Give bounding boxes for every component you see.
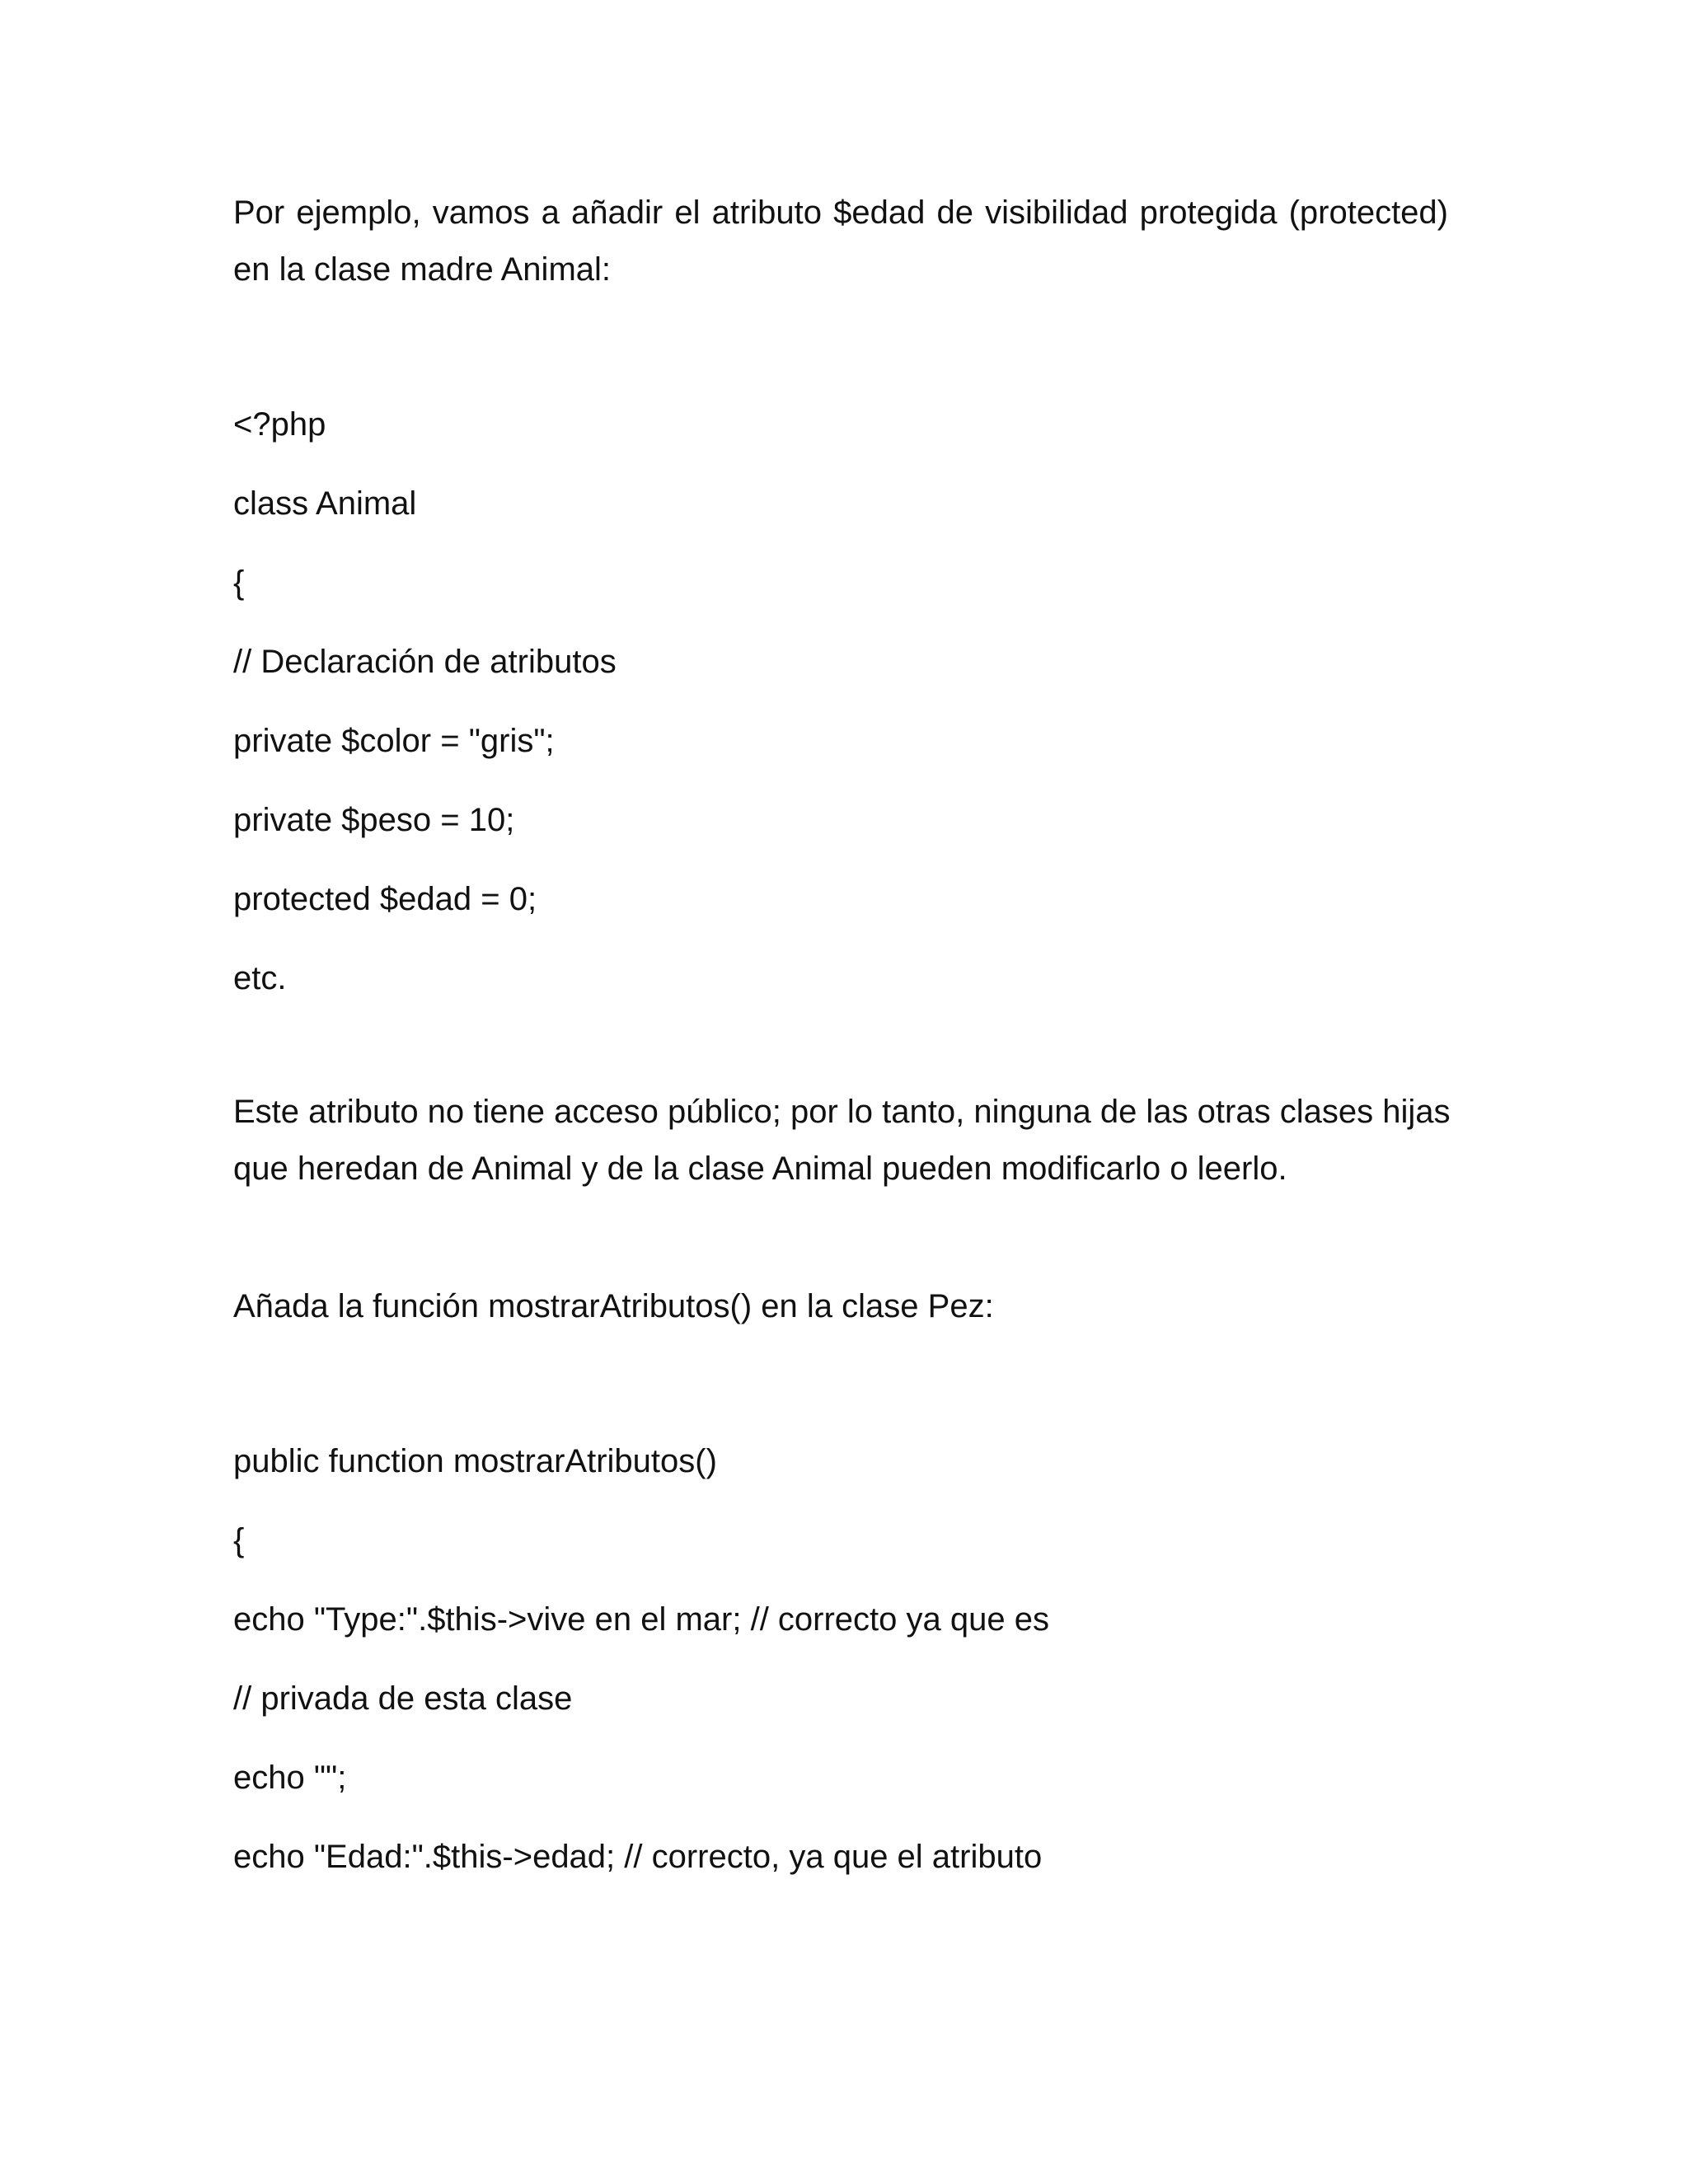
spacer xyxy=(233,298,1448,385)
code-line: echo ""; xyxy=(233,1760,347,1796)
instruction-paragraph-line: Añada la función mostrarAtributos() en la clase Pez: xyxy=(233,1288,994,1324)
explanation-paragraph xyxy=(233,1084,1451,1197)
code-line: public function mostrarAtributos() xyxy=(233,1443,717,1479)
code-line: protected $edad = 0; xyxy=(233,881,537,917)
instruction-paragraph xyxy=(233,1278,1448,1335)
code-line: etc. xyxy=(233,960,287,996)
spacer xyxy=(233,1197,1448,1278)
document-content xyxy=(233,185,1451,1896)
code-line: class Animal xyxy=(233,485,417,522)
code-line: echo "Edad:".$this->edad; // correcto, ya que el atributo xyxy=(233,1839,1043,1875)
code-line: echo "Type:".$this->vive en el mar; // correcto ya que es xyxy=(233,1601,1049,1638)
code-line: { xyxy=(233,1522,245,1558)
code-line: // Declaración de atributos xyxy=(233,644,617,680)
intro-paragraph xyxy=(233,185,1448,298)
intro-paragraph-line: en la clase madre Animal: xyxy=(233,251,612,288)
intro-paragraph-line: Por ejemplo, vamos a añadir el atributo $edad de visibilidad protegida (protected) xyxy=(233,194,1448,231)
code-block-mostrar-atributos xyxy=(233,1422,1448,1896)
code-line: private $color = "gris"; xyxy=(233,723,555,759)
spacer xyxy=(233,1018,1448,1084)
code-line: { xyxy=(233,565,245,601)
spacer xyxy=(233,1335,1448,1422)
code-block-animal-class xyxy=(233,385,1448,1018)
explanation-paragraph-line: Este atributo no tiene acceso público; por lo tanto, ninguna de las otras clases hijas xyxy=(233,1094,1451,1130)
explanation-paragraph-line: que heredan de Animal y de la clase Animal pueden modificarlo o leerlo. xyxy=(233,1151,1287,1187)
code-line: private $peso = 10; xyxy=(233,802,515,838)
code-line: // privada de esta clase xyxy=(233,1680,573,1717)
code-line: <?php xyxy=(233,406,326,443)
